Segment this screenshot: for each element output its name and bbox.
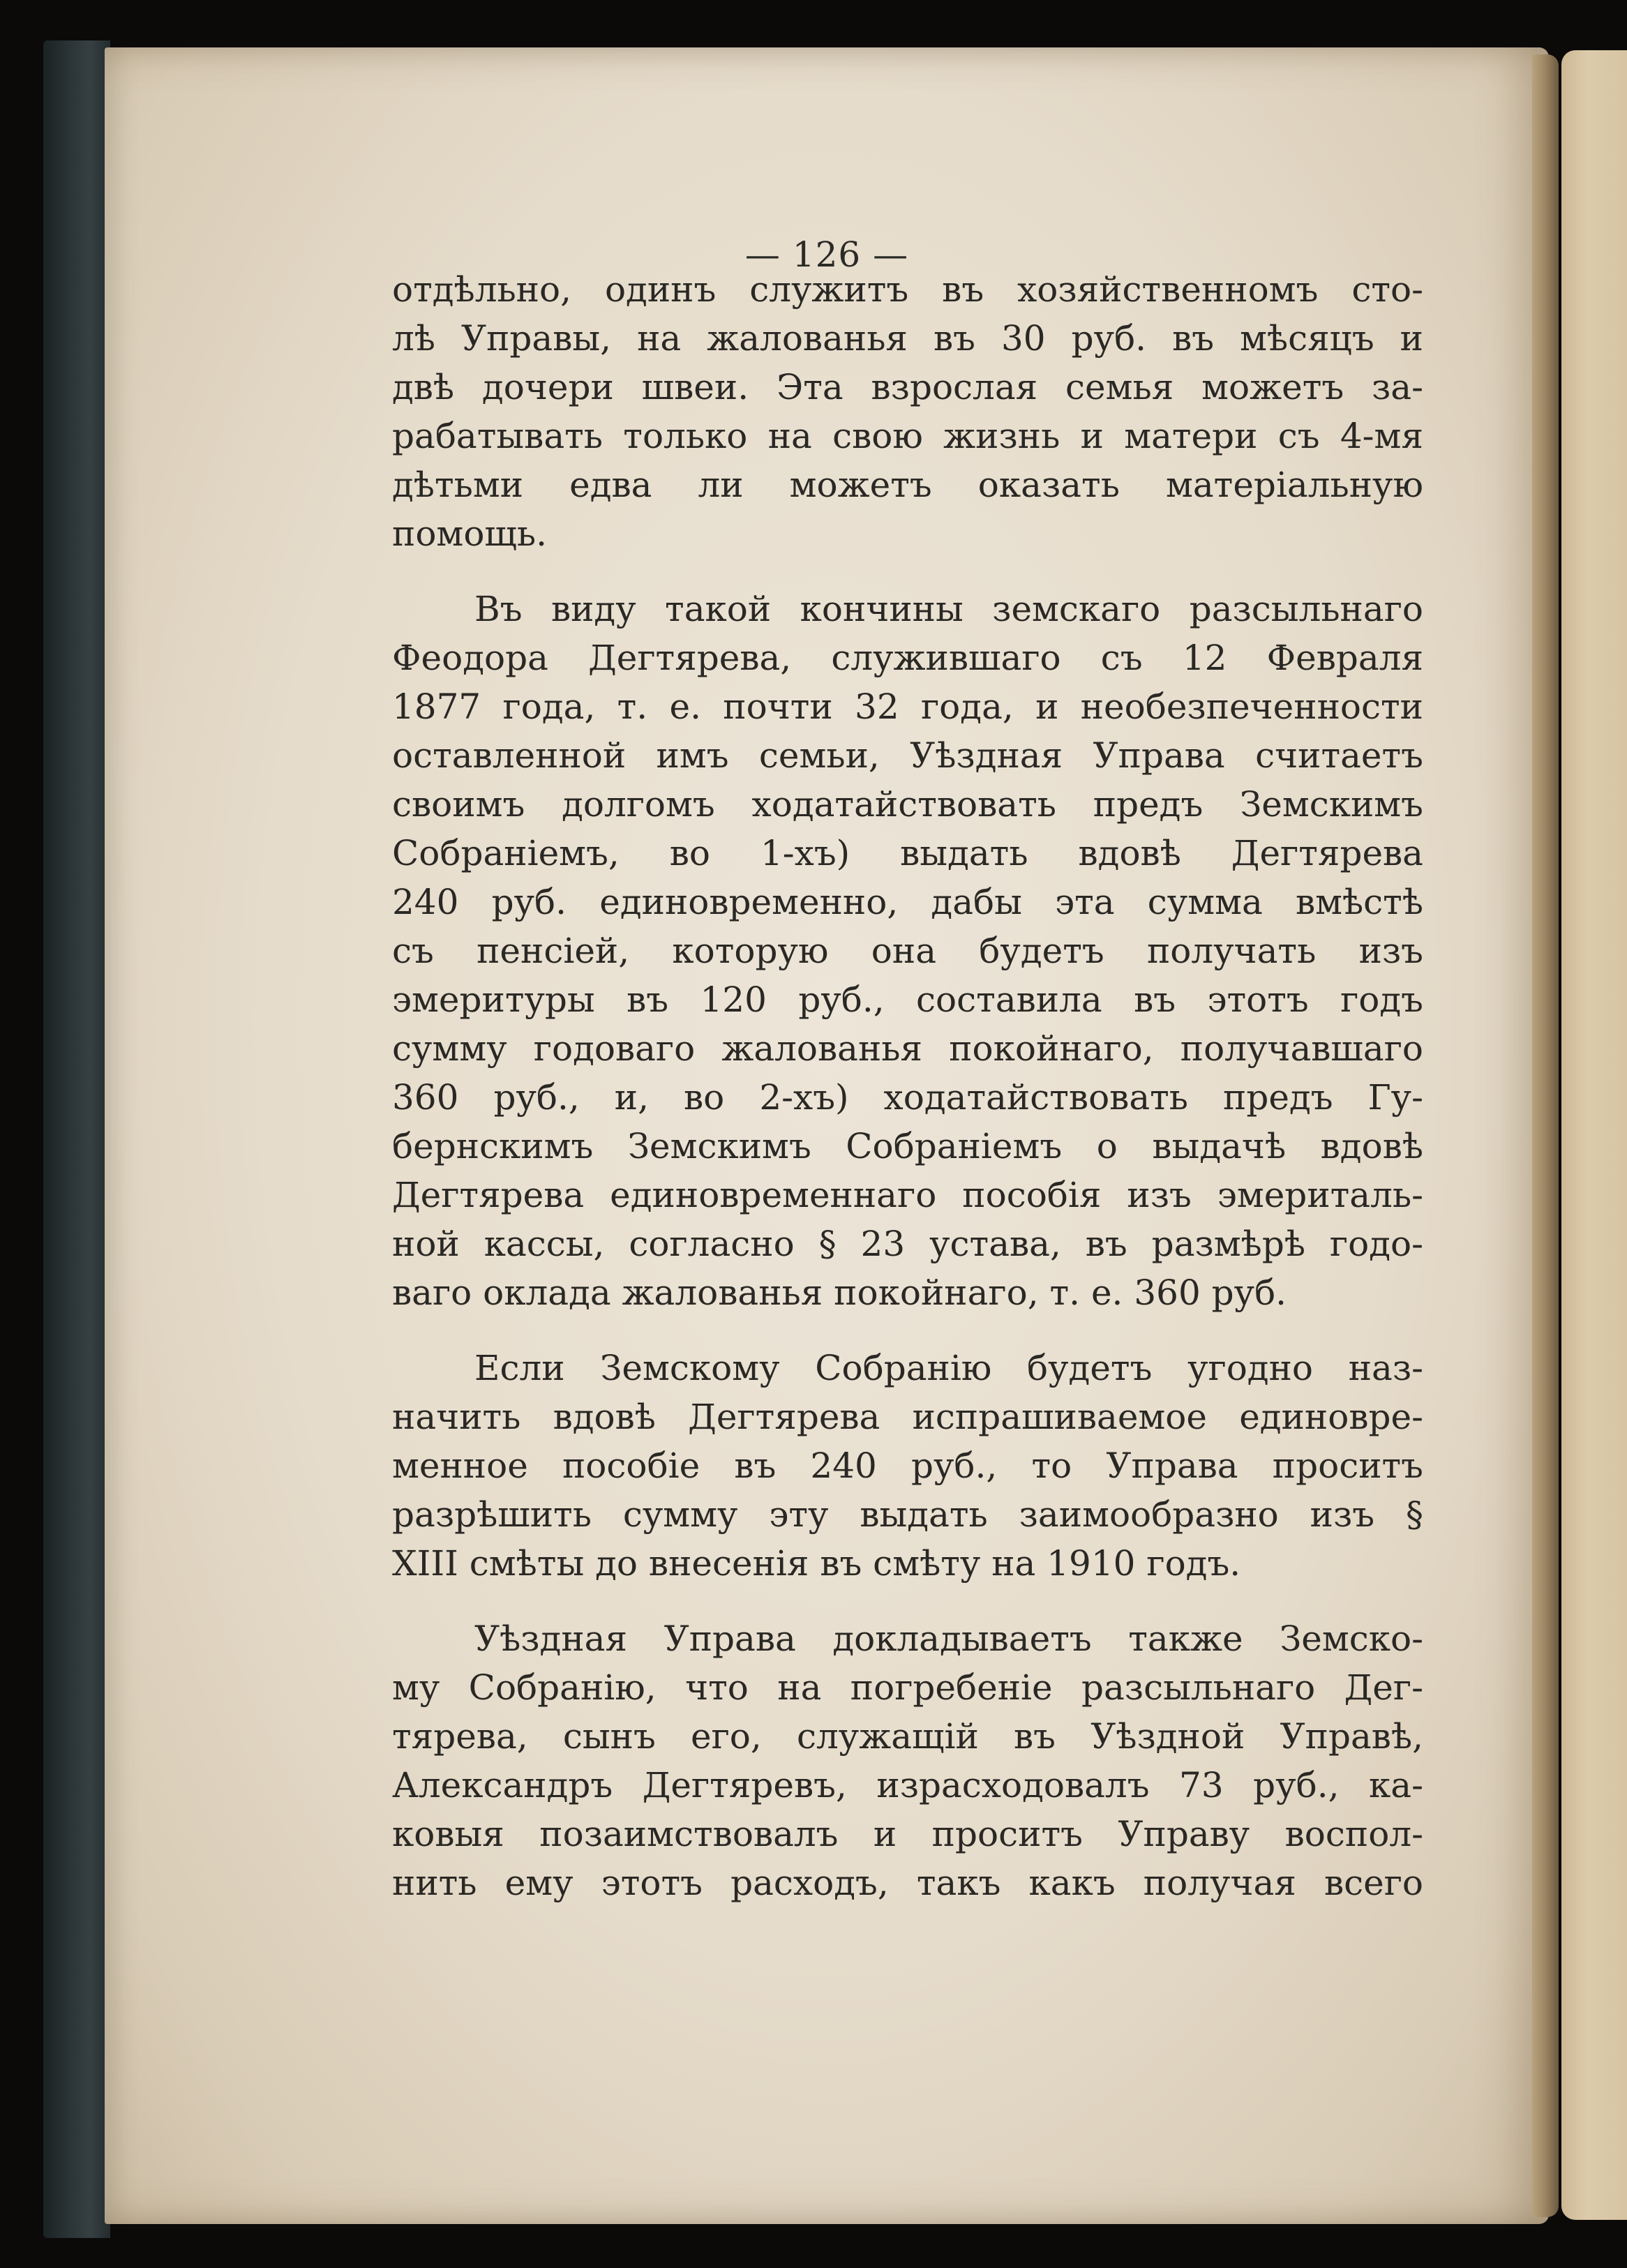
text-line: своимъ долгомъ ходатайствовать предъ Земскимъ (392, 784, 1423, 825)
text-line: му Собранію, что на погребеніе разсыльнаго Дег- (392, 1667, 1423, 1708)
text-line: ковыя позаимствовалъ и проситъ Управу воспол- (392, 1814, 1423, 1854)
text-line: 1877 года, т. е. почти 32 года, и необезпеченности (392, 686, 1423, 727)
text-line: тярева, сынъ его, служащій въ Уѣздной Управѣ, (392, 1716, 1423, 1757)
text-line: Уѣздная Управа докладываетъ также Земско- (474, 1619, 1423, 1659)
body-text (392, 265, 1423, 1907)
text-line: Дегтярева единовременнаго пособія изъ эмериталь- (392, 1175, 1423, 1215)
next-page-edge (1561, 50, 1627, 2220)
text-line: Александръ Дегтяревъ, израсходовалъ 73 руб., ка- (392, 1765, 1423, 1805)
text-line: лѣ Управы, на жалованья въ 30 руб. въ мѣсяцъ и (392, 318, 1423, 359)
paragraph (392, 265, 1423, 558)
page-number: — 126 — (744, 234, 909, 275)
text-line: XIII смѣты до внесенія въ смѣту на 1910 годъ. (392, 1543, 1241, 1584)
text-line: ной кассы, согласно § 23 устава, въ размѣрѣ годо- (392, 1224, 1423, 1264)
page-edge-shadow (1532, 54, 1559, 2217)
text-line: оставленной имъ семьи, Уѣздная Управа считаетъ (392, 735, 1423, 776)
text-line: ваго оклада жалованья покойнаго, т. е. 360 руб. (392, 1272, 1287, 1313)
text-line: Собраніемъ, во 1-хъ) выдать вдовѣ Дегтярева (392, 833, 1423, 873)
text-line: отдѣльно, одинъ служитъ въ хозяйственномъ сто- (392, 269, 1423, 310)
text-line: дѣтьми едва ли можетъ оказать матеріальную (392, 465, 1423, 505)
text-line: менное пособіе въ 240 руб., то Управа проситъ (392, 1445, 1423, 1486)
text-line: 360 руб., и, во 2-хъ) ходатайствовать предъ Гу- (392, 1077, 1423, 1118)
paragraph (392, 1614, 1423, 1907)
text-line: Въ виду такой кончины земскаго разсыльнаго (474, 589, 1423, 629)
text-line: начить вдовѣ Дегтярева испрашиваемое единовре- (392, 1397, 1423, 1437)
text-line: эмеритуры въ 120 руб., составила въ этотъ годъ (392, 979, 1423, 1020)
text-line: разрѣшить сумму эту выдать заимообразно изъ § (392, 1494, 1423, 1535)
paragraph (392, 585, 1423, 1317)
text-line: нить ему этотъ расходъ, такъ какъ получая всего (392, 1863, 1423, 1903)
text-line: 240 руб. единовременно, дабы эта сумма вмѣстѣ (392, 882, 1423, 922)
text-line: помощь. (392, 513, 548, 554)
text-line: сумму годоваго жалованья покойнаго, получавшаго (392, 1028, 1423, 1069)
text-line: двѣ дочери швеи. Эта взрослая семья можетъ за- (392, 367, 1423, 407)
text-line: рабатывать только на свою жизнь и матери съ 4-мя (392, 416, 1423, 456)
text-line: съ пенсіей, которую она будетъ получать изъ (392, 931, 1423, 971)
text-line: бернскимъ Земскимъ Собраніемъ о выдачѣ вдовѣ (392, 1126, 1423, 1166)
book-cover-spine (43, 40, 110, 2238)
text-line: Феодора Дегтярева, служившаго съ 12 Февраля (392, 638, 1423, 678)
text-line: Если Земскому Собранію будетъ угодно наз- (474, 1348, 1423, 1388)
paragraph (392, 1344, 1423, 1588)
